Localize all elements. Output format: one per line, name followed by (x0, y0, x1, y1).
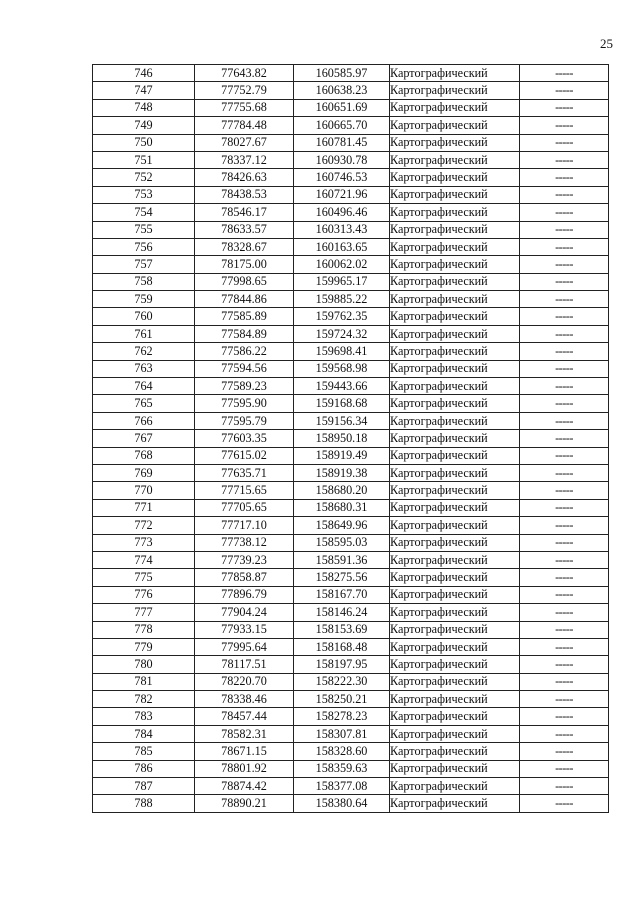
table-row (93, 99, 609, 116)
point-number-cell: 777 (93, 604, 195, 621)
x-coordinate-cell: 77998.65 (195, 273, 294, 290)
point-number-cell: 788 (93, 795, 195, 812)
y-coordinate-cell: 158197.95 (294, 656, 390, 673)
table-row (93, 638, 609, 655)
accuracy-cell: ----- (520, 708, 609, 725)
method-cell: Картографический (390, 656, 520, 673)
y-coordinate-cell: 159698.41 (294, 343, 390, 360)
method-cell: Картографический (390, 395, 520, 412)
point-number-cell: 784 (93, 725, 195, 742)
y-coordinate-cell: 158680.31 (294, 499, 390, 516)
accuracy-cell: ----- (520, 134, 609, 151)
y-coordinate-cell: 158919.49 (294, 447, 390, 464)
x-coordinate-cell: 78874.42 (195, 778, 294, 795)
x-coordinate-cell: 77739.23 (195, 551, 294, 568)
method-cell: Картографический (390, 551, 520, 568)
point-number-cell: 772 (93, 517, 195, 534)
method-cell: Картографический (390, 117, 520, 134)
accuracy-cell: ----- (520, 430, 609, 447)
x-coordinate-cell: 78438.53 (195, 186, 294, 203)
y-coordinate-cell: 159443.66 (294, 378, 390, 395)
y-coordinate-cell: 159885.22 (294, 291, 390, 308)
method-cell: Картографический (390, 569, 520, 586)
accuracy-cell: ----- (520, 169, 609, 186)
method-cell: Картографический (390, 151, 520, 168)
table-row (93, 291, 609, 308)
method-cell: Картографический (390, 134, 520, 151)
x-coordinate-cell: 77715.65 (195, 482, 294, 499)
method-cell: Картографический (390, 204, 520, 221)
point-number-cell: 767 (93, 430, 195, 447)
accuracy-cell: ----- (520, 117, 609, 134)
y-coordinate-cell: 159965.17 (294, 273, 390, 290)
y-coordinate-cell: 160781.45 (294, 134, 390, 151)
accuracy-cell: ----- (520, 65, 609, 82)
point-number-cell: 763 (93, 360, 195, 377)
table-row (93, 325, 609, 342)
x-coordinate-cell: 78426.63 (195, 169, 294, 186)
point-number-cell: 765 (93, 395, 195, 412)
y-coordinate-cell: 160313.43 (294, 221, 390, 238)
x-coordinate-cell: 78117.51 (195, 656, 294, 673)
accuracy-cell: ----- (520, 778, 609, 795)
y-coordinate-cell: 158919.38 (294, 464, 390, 481)
y-coordinate-cell: 158307.81 (294, 725, 390, 742)
accuracy-cell: ----- (520, 725, 609, 742)
table-row (93, 464, 609, 481)
point-number-cell: 757 (93, 256, 195, 273)
accuracy-cell: ----- (520, 151, 609, 168)
accuracy-cell: ----- (520, 499, 609, 516)
table-row (93, 360, 609, 377)
accuracy-cell: ----- (520, 656, 609, 673)
accuracy-cell: ----- (520, 621, 609, 638)
x-coordinate-cell: 77705.65 (195, 499, 294, 516)
y-coordinate-cell: 158380.64 (294, 795, 390, 812)
point-number-cell: 746 (93, 65, 195, 82)
method-cell: Картографический (390, 308, 520, 325)
table-row (93, 134, 609, 151)
point-number-cell: 754 (93, 204, 195, 221)
point-number-cell: 786 (93, 760, 195, 777)
y-coordinate-cell: 160665.70 (294, 117, 390, 134)
accuracy-cell: ----- (520, 551, 609, 568)
x-coordinate-cell: 78582.31 (195, 725, 294, 742)
accuracy-cell: ----- (520, 569, 609, 586)
point-number-cell: 774 (93, 551, 195, 568)
table-row (93, 204, 609, 221)
table-row (93, 604, 609, 621)
x-coordinate-cell: 78801.92 (195, 760, 294, 777)
point-number-cell: 770 (93, 482, 195, 499)
y-coordinate-cell: 160930.78 (294, 151, 390, 168)
table-row (93, 482, 609, 499)
method-cell: Картографический (390, 256, 520, 273)
y-coordinate-cell: 159568.98 (294, 360, 390, 377)
y-coordinate-cell: 159168.68 (294, 395, 390, 412)
accuracy-cell: ----- (520, 238, 609, 255)
y-coordinate-cell: 160721.96 (294, 186, 390, 203)
x-coordinate-cell: 77603.35 (195, 430, 294, 447)
y-coordinate-cell: 158595.03 (294, 534, 390, 551)
y-coordinate-cell: 160651.69 (294, 99, 390, 116)
x-coordinate-cell: 77858.87 (195, 569, 294, 586)
accuracy-cell: ----- (520, 464, 609, 481)
method-cell: Картографический (390, 725, 520, 742)
table-row (93, 517, 609, 534)
x-coordinate-cell: 77595.79 (195, 412, 294, 429)
x-coordinate-cell: 77896.79 (195, 586, 294, 603)
method-cell: Картографический (390, 82, 520, 99)
accuracy-cell: ----- (520, 221, 609, 238)
x-coordinate-cell: 77594.56 (195, 360, 294, 377)
accuracy-cell: ----- (520, 186, 609, 203)
point-number-cell: 764 (93, 378, 195, 395)
table-row (93, 551, 609, 568)
method-cell: Картографический (390, 186, 520, 203)
table-row (93, 308, 609, 325)
method-cell: Картографический (390, 638, 520, 655)
accuracy-cell: ----- (520, 586, 609, 603)
y-coordinate-cell: 158377.08 (294, 778, 390, 795)
table-row (93, 656, 609, 673)
table-row (93, 378, 609, 395)
table-row (93, 534, 609, 551)
x-coordinate-cell: 78337.12 (195, 151, 294, 168)
x-coordinate-cell: 78175.00 (195, 256, 294, 273)
point-number-cell: 787 (93, 778, 195, 795)
point-number-cell: 768 (93, 447, 195, 464)
x-coordinate-cell: 77904.24 (195, 604, 294, 621)
method-cell: Картографический (390, 378, 520, 395)
point-number-cell: 762 (93, 343, 195, 360)
method-cell: Картографический (390, 430, 520, 447)
table-row (93, 691, 609, 708)
x-coordinate-cell: 78671.15 (195, 743, 294, 760)
table-row (93, 238, 609, 255)
method-cell: Картографический (390, 273, 520, 290)
table-row (93, 273, 609, 290)
method-cell: Картографический (390, 169, 520, 186)
coordinates-table-body (93, 65, 609, 813)
x-coordinate-cell: 78546.17 (195, 204, 294, 221)
point-number-cell: 771 (93, 499, 195, 516)
y-coordinate-cell: 160585.97 (294, 65, 390, 82)
point-number-cell: 747 (93, 82, 195, 99)
x-coordinate-cell: 77755.68 (195, 99, 294, 116)
method-cell: Картографический (390, 760, 520, 777)
accuracy-cell: ----- (520, 760, 609, 777)
method-cell: Картографический (390, 586, 520, 603)
accuracy-cell: ----- (520, 273, 609, 290)
y-coordinate-cell: 158649.96 (294, 517, 390, 534)
accuracy-cell: ----- (520, 517, 609, 534)
table-row (93, 708, 609, 725)
method-cell: Картографический (390, 673, 520, 690)
table-row (93, 621, 609, 638)
accuracy-cell: ----- (520, 673, 609, 690)
x-coordinate-cell: 78220.70 (195, 673, 294, 690)
table-row (93, 82, 609, 99)
method-cell: Картографический (390, 291, 520, 308)
y-coordinate-cell: 158168.48 (294, 638, 390, 655)
method-cell: Картографический (390, 221, 520, 238)
x-coordinate-cell: 77586.22 (195, 343, 294, 360)
y-coordinate-cell: 158359.63 (294, 760, 390, 777)
point-number-cell: 756 (93, 238, 195, 255)
accuracy-cell: ----- (520, 256, 609, 273)
coordinates-table (92, 64, 609, 813)
method-cell: Картографический (390, 795, 520, 812)
accuracy-cell: ----- (520, 638, 609, 655)
accuracy-cell: ----- (520, 82, 609, 99)
x-coordinate-cell: 77643.82 (195, 65, 294, 82)
method-cell: Картографический (390, 534, 520, 551)
x-coordinate-cell: 78328.67 (195, 238, 294, 255)
accuracy-cell: ----- (520, 795, 609, 812)
point-number-cell: 778 (93, 621, 195, 638)
method-cell: Картографический (390, 708, 520, 725)
table-row (93, 169, 609, 186)
accuracy-cell: ----- (520, 534, 609, 551)
accuracy-cell: ----- (520, 395, 609, 412)
y-coordinate-cell: 159762.35 (294, 308, 390, 325)
table-row (93, 221, 609, 238)
table-row (93, 743, 609, 760)
table-row (93, 499, 609, 516)
accuracy-cell: ----- (520, 691, 609, 708)
y-coordinate-cell: 160163.65 (294, 238, 390, 255)
page-number: 25 (600, 36, 613, 51)
x-coordinate-cell: 77585.89 (195, 308, 294, 325)
x-coordinate-cell: 77933.15 (195, 621, 294, 638)
point-number-cell: 769 (93, 464, 195, 481)
table-row (93, 778, 609, 795)
point-number-cell: 750 (93, 134, 195, 151)
point-number-cell: 760 (93, 308, 195, 325)
method-cell: Картографический (390, 691, 520, 708)
table-row (93, 430, 609, 447)
x-coordinate-cell: 77584.89 (195, 325, 294, 342)
point-number-cell: 783 (93, 708, 195, 725)
table-row (93, 447, 609, 464)
y-coordinate-cell: 158680.20 (294, 482, 390, 499)
point-number-cell: 753 (93, 186, 195, 203)
table-row (93, 760, 609, 777)
point-number-cell: 748 (93, 99, 195, 116)
table-row (93, 65, 609, 82)
table-row (93, 117, 609, 134)
method-cell: Картографический (390, 778, 520, 795)
method-cell: Картографический (390, 464, 520, 481)
x-coordinate-cell: 77635.71 (195, 464, 294, 481)
table-row (93, 343, 609, 360)
method-cell: Картографический (390, 99, 520, 116)
y-coordinate-cell: 158591.36 (294, 551, 390, 568)
x-coordinate-cell: 77995.64 (195, 638, 294, 655)
point-number-cell: 761 (93, 325, 195, 342)
table-row (93, 151, 609, 168)
x-coordinate-cell: 77738.12 (195, 534, 294, 551)
point-number-cell: 780 (93, 656, 195, 673)
x-coordinate-cell: 78338.46 (195, 691, 294, 708)
y-coordinate-cell: 158328.60 (294, 743, 390, 760)
method-cell: Картографический (390, 743, 520, 760)
table-row (93, 725, 609, 742)
y-coordinate-cell: 158153.69 (294, 621, 390, 638)
y-coordinate-cell: 159724.32 (294, 325, 390, 342)
table-row (93, 586, 609, 603)
x-coordinate-cell: 77717.10 (195, 517, 294, 534)
method-cell: Картографический (390, 238, 520, 255)
method-cell: Картографический (390, 499, 520, 516)
accuracy-cell: ----- (520, 360, 609, 377)
y-coordinate-cell: 158222.30 (294, 673, 390, 690)
point-number-cell: 775 (93, 569, 195, 586)
method-cell: Картографический (390, 621, 520, 638)
y-coordinate-cell: 160638.23 (294, 82, 390, 99)
point-number-cell: 773 (93, 534, 195, 551)
y-coordinate-cell: 160062.02 (294, 256, 390, 273)
method-cell: Картографический (390, 447, 520, 464)
table-row (93, 795, 609, 812)
x-coordinate-cell: 78027.67 (195, 134, 294, 151)
point-number-cell: 751 (93, 151, 195, 168)
point-number-cell: 759 (93, 291, 195, 308)
x-coordinate-cell: 77595.90 (195, 395, 294, 412)
method-cell: Картографический (390, 343, 520, 360)
table-row (93, 256, 609, 273)
table-row (93, 412, 609, 429)
accuracy-cell: ----- (520, 99, 609, 116)
y-coordinate-cell: 160746.53 (294, 169, 390, 186)
table-row (93, 569, 609, 586)
x-coordinate-cell: 77589.23 (195, 378, 294, 395)
table-row (93, 395, 609, 412)
point-number-cell: 779 (93, 638, 195, 655)
table-row (93, 673, 609, 690)
method-cell: Картографический (390, 604, 520, 621)
x-coordinate-cell: 77784.48 (195, 117, 294, 134)
method-cell: Картографический (390, 412, 520, 429)
point-number-cell: 755 (93, 221, 195, 238)
accuracy-cell: ----- (520, 325, 609, 342)
y-coordinate-cell: 158146.24 (294, 604, 390, 621)
point-number-cell: 785 (93, 743, 195, 760)
x-coordinate-cell: 77844.86 (195, 291, 294, 308)
accuracy-cell: ----- (520, 482, 609, 499)
point-number-cell: 776 (93, 586, 195, 603)
point-number-cell: 758 (93, 273, 195, 290)
point-number-cell: 752 (93, 169, 195, 186)
y-coordinate-cell: 158950.18 (294, 430, 390, 447)
y-coordinate-cell: 159156.34 (294, 412, 390, 429)
y-coordinate-cell: 158250.21 (294, 691, 390, 708)
point-number-cell: 749 (93, 117, 195, 134)
point-number-cell: 781 (93, 673, 195, 690)
accuracy-cell: ----- (520, 743, 609, 760)
accuracy-cell: ----- (520, 291, 609, 308)
accuracy-cell: ----- (520, 378, 609, 395)
accuracy-cell: ----- (520, 308, 609, 325)
x-coordinate-cell: 78633.57 (195, 221, 294, 238)
x-coordinate-cell: 78457.44 (195, 708, 294, 725)
accuracy-cell: ----- (520, 204, 609, 221)
x-coordinate-cell: 77752.79 (195, 82, 294, 99)
x-coordinate-cell: 77615.02 (195, 447, 294, 464)
accuracy-cell: ----- (520, 412, 609, 429)
method-cell: Картографический (390, 517, 520, 534)
method-cell: Картографический (390, 65, 520, 82)
y-coordinate-cell: 158275.56 (294, 569, 390, 586)
accuracy-cell: ----- (520, 343, 609, 360)
table-row (93, 186, 609, 203)
accuracy-cell: ----- (520, 604, 609, 621)
accuracy-cell: ----- (520, 447, 609, 464)
method-cell: Картографический (390, 360, 520, 377)
y-coordinate-cell: 158167.70 (294, 586, 390, 603)
y-coordinate-cell: 158278.23 (294, 708, 390, 725)
method-cell: Картографический (390, 482, 520, 499)
point-number-cell: 782 (93, 691, 195, 708)
x-coordinate-cell: 78890.21 (195, 795, 294, 812)
y-coordinate-cell: 160496.46 (294, 204, 390, 221)
point-number-cell: 766 (93, 412, 195, 429)
method-cell: Картографический (390, 325, 520, 342)
